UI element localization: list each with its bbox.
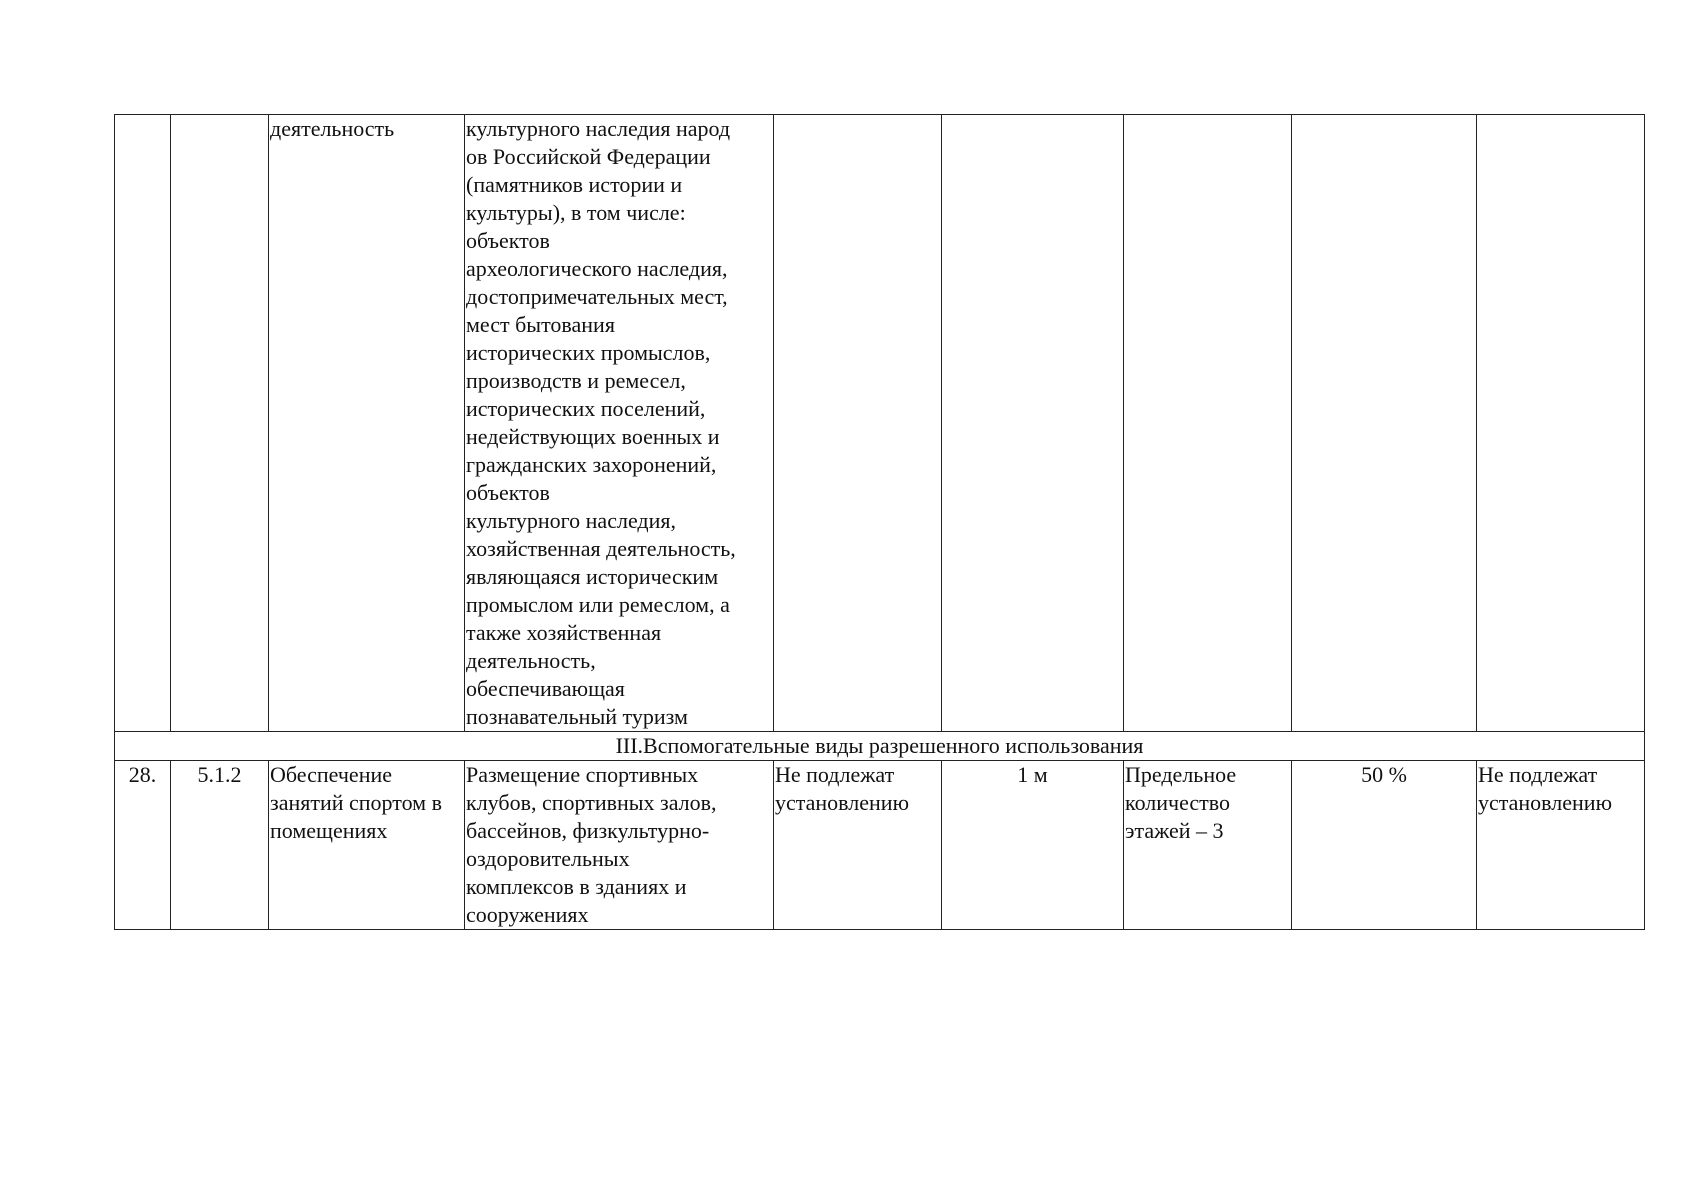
cell-col9 [1477,115,1645,732]
cell-col6: 1 м [942,761,1124,930]
cell-number: 28. [115,761,171,930]
cell-use-description: культурного наследия народ ов Российской Федерации (памятников истории и культуры), в том числе: объектов археологического наследия, достопримечательных мест, мест бытования исторических промыслов, производств и ремесел, исторических поселений, недействующих военных и гражданских захоронений, объектов культурного наследия, хозяйственная деятельность, являющаяся историческим промыслом или ремеслом, а также хозяйственная деятельность, обеспечивающая познавательный туризм [465,115,774,732]
section-heading: III.Вспомогательные виды разрешенного использования [115,732,1645,761]
cell-use-description: Размещение спортивных клубов, спортивных залов, бассейнов, физкультурно- оздоровительных комплексов в зданиях и сооружениях [465,761,774,930]
cell-use-name: Обеспечение занятий спортом в помещениях [269,761,465,930]
cell-col9: Не подлежат установлению [1477,761,1645,930]
cell-number [115,115,171,732]
table-row [115,761,1645,930]
cell-col7 [1124,115,1292,732]
cell-col7: Предельное количество этажей – 3 [1124,761,1292,930]
cell-col8 [1292,115,1477,732]
cell-col5 [774,115,942,732]
cell-code: 5.1.2 [171,761,269,930]
table-section-row [115,732,1645,761]
cell-col8: 50 % [1292,761,1477,930]
cell-code [171,115,269,732]
cell-col5: Не подлежат установлению [774,761,942,930]
cell-use-name: деятельность [269,115,465,732]
cell-col6 [942,115,1124,732]
table-row-continuation [115,115,1645,732]
land-use-table [114,114,1645,930]
